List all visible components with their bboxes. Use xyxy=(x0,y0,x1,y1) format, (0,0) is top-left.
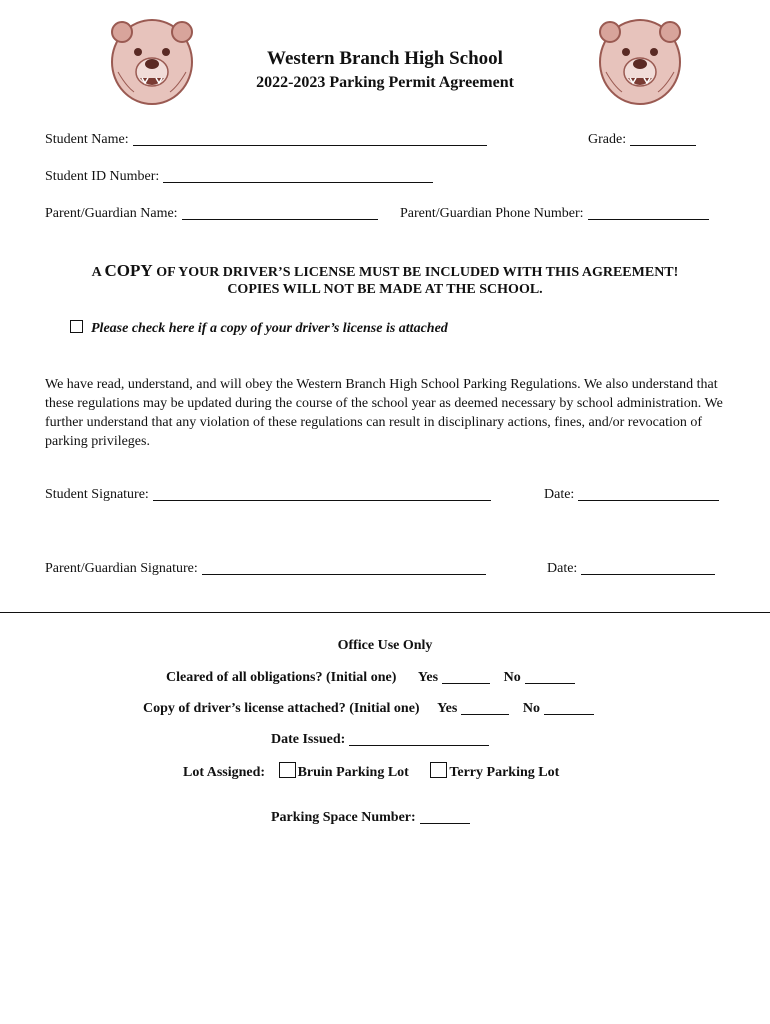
office-use-heading: Office Use Only xyxy=(337,638,433,653)
section-divider xyxy=(0,612,770,613)
cleared-no-label: No xyxy=(503,670,521,685)
student-name-label: Student Name: xyxy=(45,132,129,147)
school-name: Western Branch High School xyxy=(267,48,503,69)
grade-field xyxy=(588,131,696,148)
cleared-obligations-row xyxy=(166,669,575,686)
parent-date-line[interactable] xyxy=(581,560,715,575)
parent-signature-field xyxy=(45,560,486,577)
form-title: 2022-2023 Parking Permit Agreement xyxy=(256,74,514,91)
date-issued-line[interactable] xyxy=(349,731,489,746)
notice-prefix: A xyxy=(91,265,102,280)
student-signature-field xyxy=(45,486,491,503)
parent-name-label: Parent/Guardian Name: xyxy=(45,206,178,221)
license-attached-office-row xyxy=(143,700,594,717)
student-id-field xyxy=(45,168,433,185)
notice-line-1-text: OF YOUR DRIVER’S LICENSE MUST BE INCLUDED WITH THIS AGREEMENT! xyxy=(156,265,679,280)
license-yes-label: Yes xyxy=(437,701,458,716)
cleared-yes-line[interactable] xyxy=(442,669,490,684)
parking-space-row xyxy=(271,809,470,826)
student-date-label: Date: xyxy=(544,487,575,502)
license-attached-checkbox[interactable] xyxy=(70,320,83,333)
lot-assigned-row xyxy=(183,762,559,781)
parent-phone-label: Parent/Guardian Phone Number: xyxy=(400,206,584,221)
grade-line[interactable] xyxy=(630,131,696,146)
license-notice-line-1 xyxy=(0,261,770,281)
parent-signature-label: Parent/Guardian Signature: xyxy=(45,561,198,576)
date-issued-label: Date Issued: xyxy=(271,732,346,747)
license-attached-office-label: Copy of driver’s license attached? (Initial one) xyxy=(143,701,420,716)
grade-label: Grade: xyxy=(588,132,627,147)
parent-phone-field xyxy=(400,205,709,222)
license-no-line[interactable] xyxy=(544,700,594,715)
agreement-paragraph: We have read, understand, and will obey the Western Branch High School Parking Regulations. We also understand that these regulations may be updated during the course of the school year as deemed necessary by school administration. We further understand that any violation of these regulations can result in disciplinary actions, fines, and/or revocation of parking privileges. xyxy=(45,377,723,449)
license-notice-line-2: COPIES WILL NOT BE MADE AT THE SCHOOL. xyxy=(227,282,543,297)
student-date-field xyxy=(544,486,719,503)
license-attached-label: Please check here if a copy of your driver’s license is attached xyxy=(91,321,448,336)
terry-lot-checkbox[interactable] xyxy=(430,762,447,778)
date-issued-row xyxy=(271,731,489,748)
cleared-obligations-label: Cleared of all obligations? (Initial one) xyxy=(166,670,397,685)
parent-phone-line[interactable] xyxy=(588,205,709,220)
parent-date-field xyxy=(547,560,715,577)
license-no-label: No xyxy=(522,701,540,716)
terry-lot-label: Terry Parking Lot xyxy=(449,765,560,780)
student-name-field xyxy=(45,131,487,148)
student-date-line[interactable] xyxy=(578,486,719,501)
bruin-lot-label: Bruin Parking Lot xyxy=(297,765,409,780)
student-signature-line[interactable] xyxy=(153,486,491,501)
notice-copy-word: COPY xyxy=(104,261,153,280)
bruin-lot-checkbox[interactable] xyxy=(279,762,296,778)
parent-name-field xyxy=(45,205,378,222)
parking-space-label: Parking Space Number: xyxy=(271,810,416,825)
student-signature-label: Student Signature: xyxy=(45,487,149,502)
parent-signature-line[interactable] xyxy=(202,560,486,575)
parking-space-line[interactable] xyxy=(420,809,470,824)
license-yes-line[interactable] xyxy=(461,700,509,715)
parent-name-line[interactable] xyxy=(182,205,378,220)
student-id-line[interactable] xyxy=(163,168,433,183)
license-attached-row xyxy=(70,320,448,337)
parent-date-label: Date: xyxy=(547,561,578,576)
lot-assigned-label: Lot Assigned: xyxy=(183,765,266,780)
student-id-label: Student ID Number: xyxy=(45,169,160,184)
cleared-yes-label: Yes xyxy=(417,670,439,685)
cleared-no-line[interactable] xyxy=(525,669,575,684)
student-name-line[interactable] xyxy=(133,131,487,146)
